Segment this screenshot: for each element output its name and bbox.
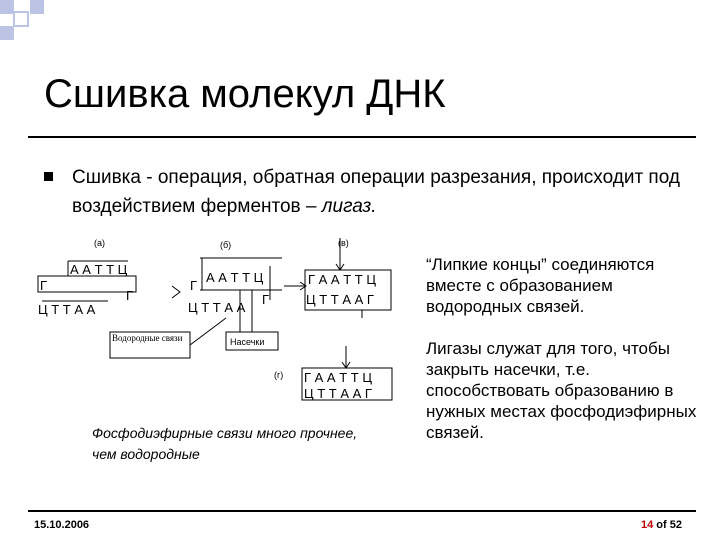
slide-title: Сшивка молекул ДНК	[44, 72, 446, 116]
page-of: of	[656, 519, 667, 531]
bullet-emphasis: лигаз.	[321, 196, 377, 217]
strand-b-top: А А Т Т Ц	[206, 270, 264, 285]
strand-c-bottom: Ц Т Т А А Г	[306, 292, 374, 307]
bullet-text	[72, 163, 692, 221]
panel-label-a: (а)	[94, 238, 105, 248]
side-text-sticky-ends: “Липкие концы” соединяются вместе с образованием водородных связей.	[426, 255, 655, 316]
panel-label-c: (в)	[338, 238, 349, 248]
figure-caption: Фосфодиэфирные связи много прочнее, чем водородные	[92, 425, 358, 462]
bullet-main-text: Сшивка - операция, обратная операции разрезания, происходит под воздействием ферментов –	[72, 167, 680, 217]
strand-d-top: Г А А Т Т Ц	[304, 370, 372, 385]
strand-d-bottom: Ц Т Т А А Г	[304, 386, 372, 401]
strand-b-bottom: Ц Т Т А А	[188, 300, 246, 315]
side-text-ligases: Лигазы служат для того, чтобы закрыть насечки, т.е. способствовать образованию в нужных местах фосфодиэфирных связей.	[426, 339, 697, 442]
strand-c-top: Г А А Т Т Ц	[308, 272, 376, 287]
square-bullet-icon	[44, 172, 53, 181]
footer-date: 15.10.2006	[34, 519, 90, 531]
box-hydrogen-bonds: Водородные связи	[112, 333, 183, 343]
box-nicks: Насечки	[230, 337, 265, 347]
panel-label-d: (г)	[274, 370, 284, 380]
strand-b-right: Г	[262, 292, 270, 307]
strand-a-bottom: Ц Т Т А А	[38, 302, 96, 317]
panel-label-b: (б)	[220, 240, 232, 250]
strand-b-left: Г	[190, 278, 198, 293]
footer-divider	[28, 510, 696, 512]
decorative-squares	[0, 0, 60, 40]
page-total: 52	[669, 519, 682, 531]
dna-figure	[30, 228, 402, 406]
strand-a-top: А А Т Т Ц	[70, 262, 128, 277]
title-divider	[28, 136, 696, 138]
page-number	[641, 519, 682, 531]
page-current: 14	[640, 519, 654, 531]
strand-a-right: Г	[126, 288, 134, 303]
strand-a-left: Г	[40, 278, 48, 293]
